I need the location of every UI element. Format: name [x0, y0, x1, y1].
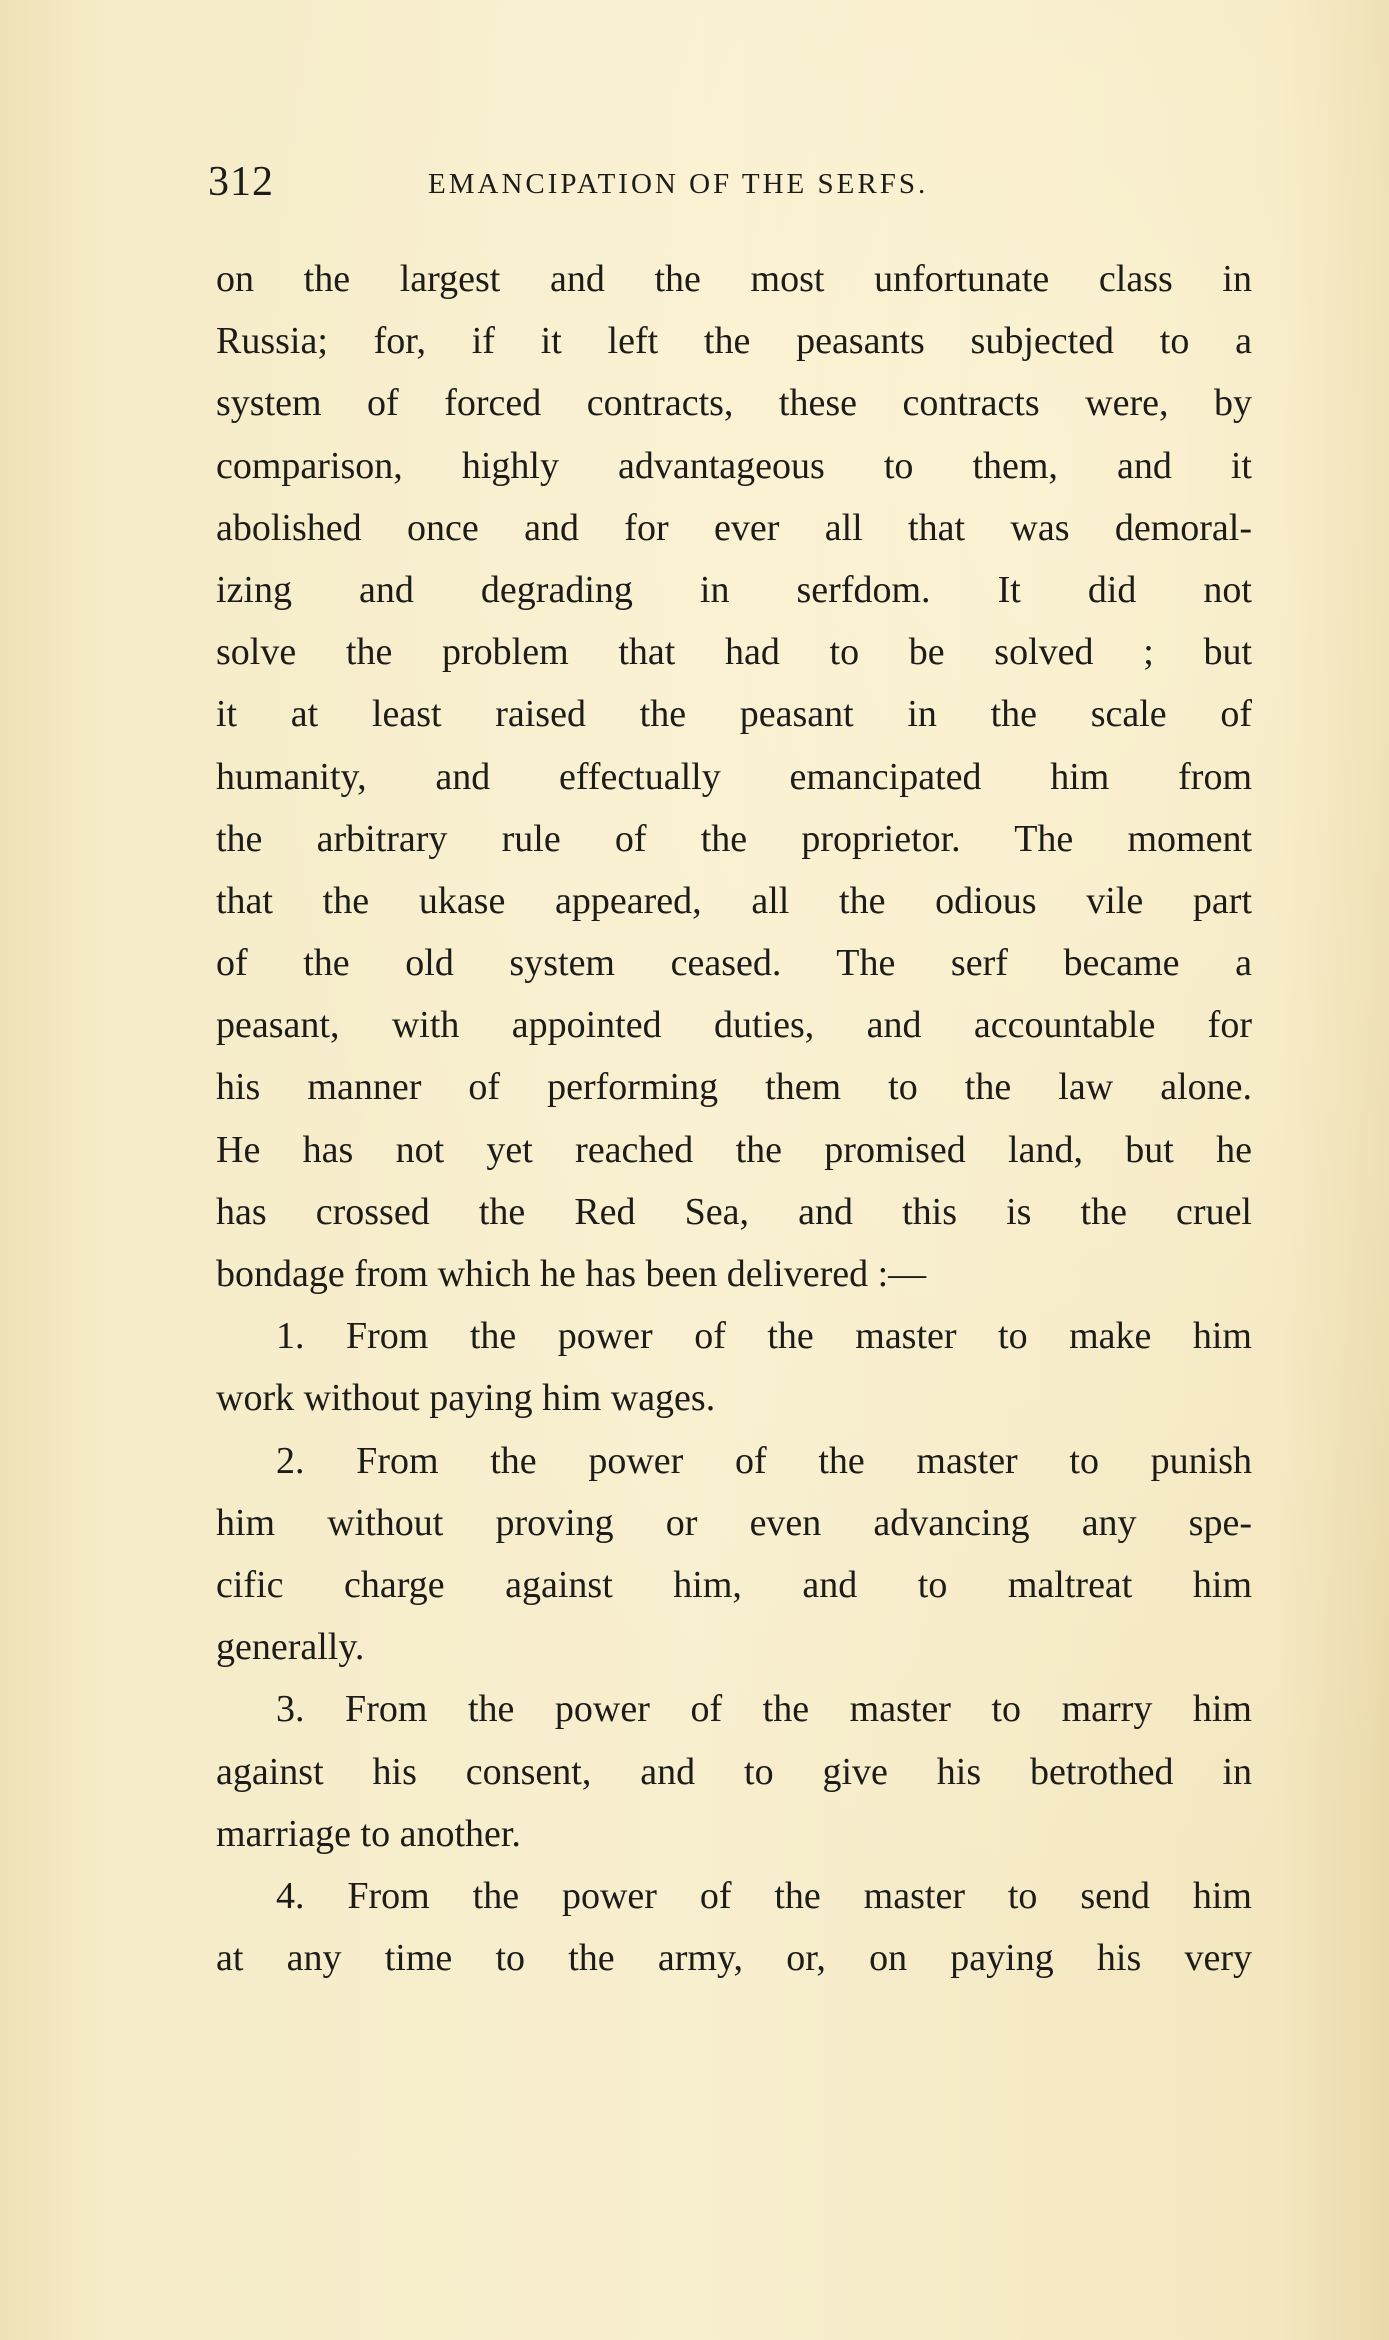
text-line: marriage to another. — [216, 1812, 521, 1855]
text-line: abolished once and for ever all that was demoral- — [216, 506, 1252, 549]
text-line: bondage from which he has been delivered :— — [216, 1253, 927, 1295]
text-line: comparison, highly advantageous to them, and it — [216, 444, 1252, 487]
list-item-line: 4. From the power of the master to send him — [276, 1874, 1252, 1917]
text-line: Russia; for, if it left the peasants subjected to a — [216, 320, 1252, 363]
text-line: of the old system ceased. The serf became a — [216, 942, 1252, 985]
text-line: cific charge against him, and to maltreat him — [216, 1563, 1252, 1606]
text-line: the arbitrary rule of the proprietor. The moment — [216, 817, 1252, 860]
text-line: humanity, and effectually emancipated him from — [216, 755, 1252, 798]
text-line: peasant, with appointed duties, and accountable for — [216, 1004, 1252, 1047]
running-title: EMANCIPATION OF THE SERFS. — [428, 168, 929, 200]
text-line: it at least raised the peasant in the scale of — [216, 693, 1252, 736]
text-line: izing and degrading in serfdom. It did not — [216, 568, 1252, 611]
text-line: on the largest and the most unfortunate class in — [216, 258, 1252, 300]
text-line: solve the problem that had to be solved ; but — [216, 631, 1252, 674]
text-line: He has not yet reached the promised land, but he — [216, 1128, 1252, 1171]
page-number: 312 — [208, 159, 274, 205]
text-line: him without proving or even advancing any spe- — [216, 1501, 1252, 1544]
list-item-line: 1. From the power of the master to make him — [276, 1315, 1252, 1358]
text-line: against his consent, and to give his betrothed in — [216, 1750, 1252, 1793]
page-header — [208, 152, 1248, 212]
text-line: work without paying him wages. — [216, 1377, 716, 1420]
list-item-line: 3. From the power of the master to marry him — [276, 1688, 1252, 1731]
text-line: that the ukase appeared, all the odious vile part — [216, 879, 1252, 922]
text-line: at any time to the army, or, on paying his very — [216, 1937, 1252, 1980]
text-line: generally. — [216, 1626, 365, 1669]
text-line: system of forced contracts, these contracts were, by — [216, 382, 1252, 425]
text-line: has crossed the Red Sea, and this is the cruel — [216, 1190, 1252, 1233]
text-line: his manner of performing them to the law alone. — [216, 1066, 1252, 1109]
list-item-line: 2. From the power of the master to punish — [276, 1439, 1252, 1482]
body-text — [216, 248, 1252, 1989]
